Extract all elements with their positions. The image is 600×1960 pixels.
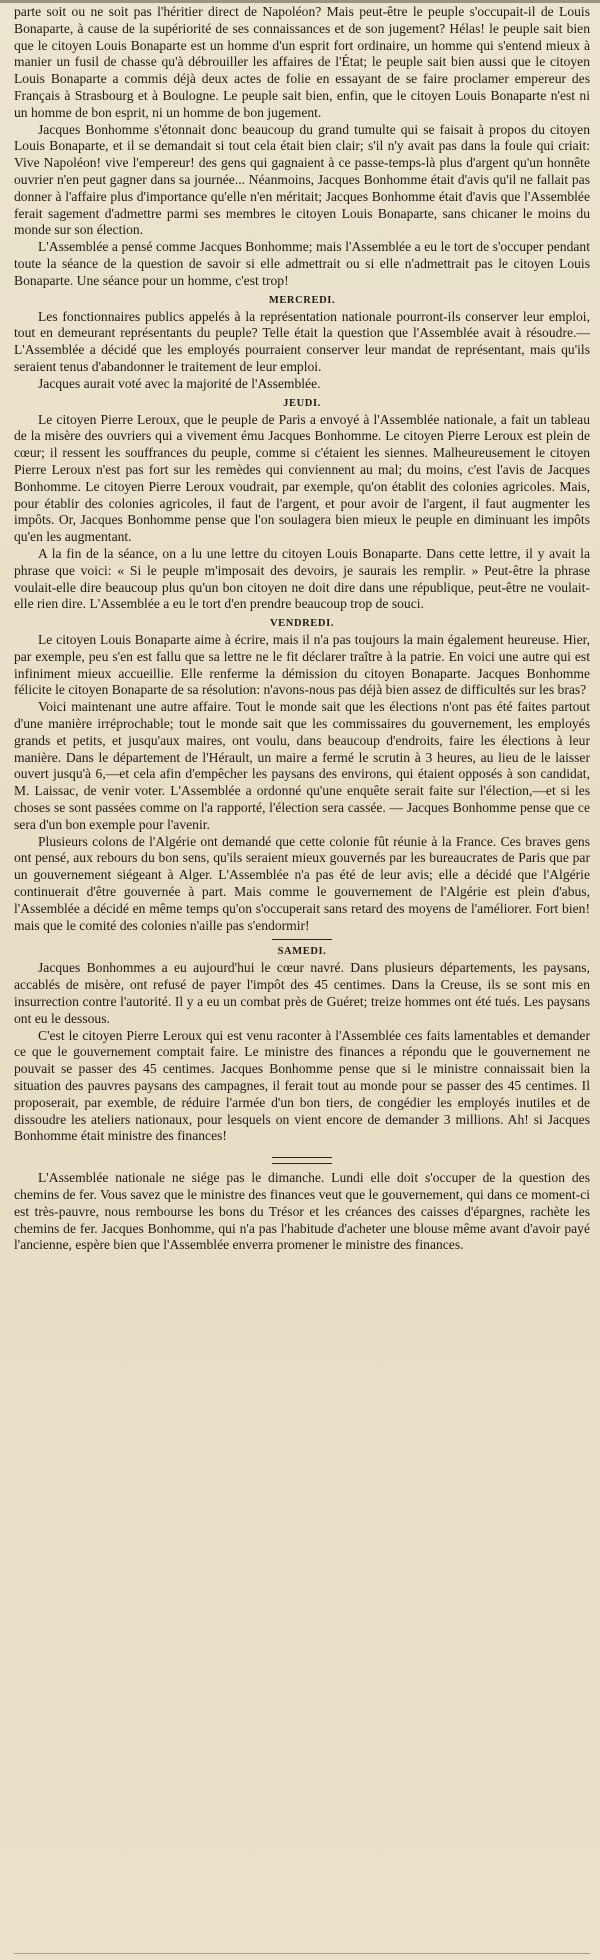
day-heading-jeudi: JEUDI. <box>283 397 321 409</box>
paragraph-ministre: C'est le citoyen Pierre Leroux qui est venu raconter à l'Assemblée ces faits lamentables et demander ce que le gouvernement comptait faire. Le ministre des finances a répondu que le gouvernement ne pouvait se passer des 45 centimes. Jacques Bonhomme pense que si le ministre connaissait bien la situation des pauvres paysans des campagnes, il ferait tout au monde pour se passer des 45 centimes. Il proposerait, par exemble, de réduire l'armée d'un bon tiers, de congédier les employés inutiles et de dissoudre les ateliers nationaux, pour lesquels on vient encore de demander 3 millions. Ah! si Jacques Bonhomme était ministre des finances! <box>14 1027 590 1144</box>
day-heading-vendredi: VENDREDI. <box>269 618 335 630</box>
paragraph-dimanche: L'Assemblée nationale ne siége pas le dimanche. Lundi elle doit s'occuper de la question des chemins de fer. Vous savez que le ministre des finances veut que le gouvernement, qui dans ce moment-ci est très-pauvre, nous rembourse les bons du Trésor et les créances des caisses d'épargnes, rachète les chemins de fer. Jacques Bonhomme, qui n'a pas l'habitude d'acheter une blouse même avant d'avoir payé l'ancienne, espère bien que l'Assemblée enverra promener le ministre des finances. <box>14 1170 590 1253</box>
day-heading-samedi: SAMEDI. <box>277 946 327 958</box>
bottom-edge-rule <box>14 1953 590 1954</box>
paragraph-leroux: Le citoyen Pierre Leroux, que le peuple de Paris a envoyé à l'Assemblée nationale, a fait un tableau de la misère des ouvriers qui a vivement ému Jacques Bonhomme. Le citoyen Pierre Leroux est plein de cœur; il ressent les souffrances du peuple, comme si c'étaient les siennes. Malheureusement le citoyen Pierre Leroux n'est pas fort sur les remèdes qui conviennent au mal; du moins, c'est l'avis de Jacques Bonhomme. Le citoyen Pierre Leroux voudrait, par exemple, qu'on établit des colonies agricoles. Mais, pour établir des colonies agricoles, il faut de l'argent, et pour avoir de l'argent, il faut augmenter les impôts. Or, Jacques Bonhomme pense que l'on soulagera bien mieux le peuple en diminuant les impôts qu'en les augmentant. <box>14 411 590 545</box>
paragraph-fonctionnaires: Les fonctionnaires publics appelés à la représentation nationale pourront-ils conserver leur emploi, tout en demeurant représentants du peuple? Telle était la question que l'Assemblée avait à résoudre.—L'Assemblée a décidé que les employés pourraient conserver leur mandat de représentant, mais qu'ils seraient tenus d'abandonner le traitement de leur emploi. <box>14 308 590 374</box>
section-divider <box>272 939 332 940</box>
paragraph-creuse: Jacques Bonhommes a eu aujourd'hui le cœur navré. Dans plusieurs départements, les paysans, accablés de misère, ont refusé de payer l'impôt des 45 centimes. Dans la Creuse, ils se sont mis en insurrection contre l'autorité. Il y a eu un combat près de Guéret; treize hommes ont été tués. Les paysans ont eu le dessous. <box>14 960 590 1026</box>
paragraph-lettre: A la fin de la séance, on a lu une lettre du citoyen Louis Bonaparte. Dans cette lettre, il y avait la phrase que voici: « Si le peuple m'imposait des devoirs, je saurais les remplir. » Peut-être la phrase voulait-elle dire beaucoup plus qu'un bon citoyen ne doit dire dans une république, peut-être ne voulait-elle rien dire. L'Assemblée a eu le tort d'en prendre beaucoup trop de souci. <box>14 545 590 612</box>
paragraph-seance: L'Assemblée a pensé comme Jacques Bonhomme; mais l'Assemblée a eu le tort de s'occuper pendant toute la séance de la question de savoir si elle admettrait ou si elle n'admettrait pas le citoyen Louis Bonaparte. Une séance pour un homme, c'est trop! <box>14 239 590 288</box>
top-edge-rule <box>0 0 600 3</box>
paragraph-tumulte: Jacques Bonhomme s'étonnait donc beaucoup du grand tumulte qui se faisait à propos du citoyen Louis Bonaparte, et il se demandait si tout cela était bien clair; s'il n'y avait pas dans la foule qui criait: Vive Napoléon! vive l'empereur! des gens qui gagnaient à ce passe-temps-là plus d'argent qu'un honnête ouvrier n'en peut gagner dans sa journée... Néanmoins, Jacques Bonhomme était d'avis qu'il ne fallait pas donner à l'affaire plus d'importance qu'elle n'en méritait; Jacques Bonhomme était d'avis que l'Assemblée ferait sagement d'admettre parmi ses membres le citoyen Louis Bonaparte, sans chicaner le moins du monde sur son élection. <box>14 121 590 238</box>
paragraph-elections: Voici maintenant une autre affaire. Tout le monde sait que les élections n'ont pas été faites partout d'une manière irréprochable; tout le monde sait que les commissaires du gouvernement, les employés grands et petits, et jusqu'aux maires, ont voulu, dans beaucoup d'endroits, faire les élections à leur manière. Dans le département de l'Hérault, un maire a fermé le scrutin à 3 heures, au lieu de le laisser ouvert jusqu'à 6,—et cela afin d'empêcher les paysans des environs, qui étaient opposés à son candidat, M. Laissac, de venir voter. L'Assemblée a ordonné qu'une enquête serait faite sur l'élection,—et si les choses se sont passées comme on l'a rapporté, l'élection sera cassée. — Jacques Bonhomme pense que ce sera d'un bon exemple pour l'avenir. <box>14 699 590 832</box>
closing-divider-top <box>272 1157 332 1158</box>
paragraph-intro: parte soit ou ne soit pas l'héritier direct de Napoléon? Mais peut-être le peuple s'occupait-il de Louis Bonaparte, à cause de la supériorité de ses connaissances et de son jugement? Hélas! le peuple sait bien que le citoyen Louis Bonaparte est un homme d'un esprit fort ordinaire, un homme qui s'entend mieux à manier un fusil de chasse qu'à débrouiller les affaires de l'État; le peuple sait bien aussi que le citoyen Louis Bonaparte a commis déjà deux actes de folie en essayant de se faire proclamer empereur des Français à Strasbourg et à Boulogne. Le peuple sait bien, enfin, que le citoyen Louis Bonaparte n'est ni un homme de bon esprit, ni un homme de bon jugement. <box>14 4 590 120</box>
closing-divider-bottom <box>272 1163 332 1164</box>
paragraph-vote: Jacques aurait voté avec la majorité de l'Assemblée. <box>38 375 321 391</box>
day-heading-mercredi: MERCREDI. <box>268 294 336 306</box>
paragraph-algerie: Plusieurs colons de l'Algérie ont demandé que cette colonie fût réunie à la France. Ces braves gens ont pensé, aux rebours du bon sens, qu'ils seraient mieux gouvernés par les bureaucrates de Paris que par un gouvernement siégeant à Alger. L'Assemblée n'a pas été de leur avis; elle a décidé que l'Algérie continuerait d'être gouvernée à part. Mais comme le gouvernement de l'Algérie est plein d'abus, l'Assemblée a décidé en même temps qu'on s'occuperait sans retard des moyens de l'améliorer. Fort bien! mais que le comité des colonies n'aille pas s'endormir! <box>14 833 590 933</box>
paragraph-ecrire: Le citoyen Louis Bonaparte aime à écrire, mais il n'a pas toujours la main également heureuse. Hier, par exemple, peu s'en est fallu que sa lettre ne le fit déclarer traître à la patrie. En voici une autre qui est infiniment mieux accueillie. Elle renferme la démission du citoyen Bonaparte. Jacques Bonhomme félicite le citoyen Bonaparte de sa résolution: n'avons-nous pas déjà bien assez de difficultés sur les bras? <box>14 632 590 698</box>
